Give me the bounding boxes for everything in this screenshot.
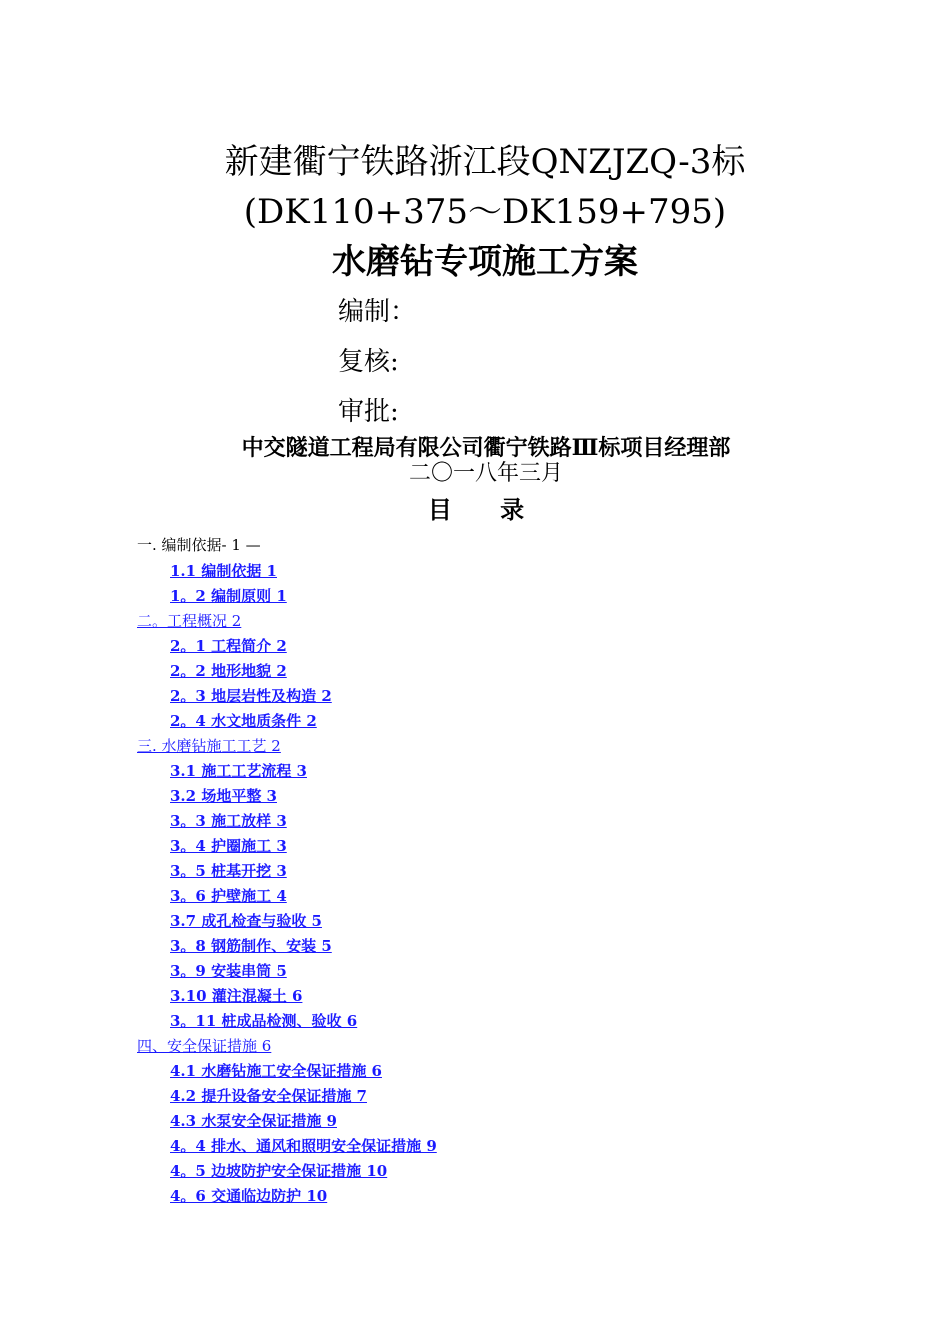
approved-by-label: 审批:	[338, 397, 399, 427]
project-title: 新建衢宁铁路浙江段QNZJZQ-3标	[224, 142, 746, 182]
toc-item[interactable]: 4.3 水泵安全保证措施 9	[170, 1112, 337, 1130]
toc-item[interactable]: 3。8 钢筋制作、安装 5	[170, 937, 332, 955]
toc-item[interactable]: 三. 水磨钻施工工艺 2	[137, 737, 281, 755]
toc-item[interactable]: 2。3 地层岩性及构造 2	[170, 687, 332, 705]
toc-item[interactable]: 3。5 桩基开挖 3	[170, 862, 287, 880]
compiled-by-label: 编制：	[338, 297, 417, 327]
toc-item[interactable]: 二。工程概况 2	[137, 612, 242, 630]
toc-item[interactable]: 3.1 施工工艺流程 3	[170, 762, 307, 780]
toc-item[interactable]: 4.2 提升设备安全保证措施 7	[170, 1087, 367, 1105]
toc-item[interactable]: 3.7 成孔检查与验收 5	[170, 912, 322, 930]
toc-item[interactable]: 1.1 编制依据 1	[170, 562, 277, 580]
toc-item[interactable]: 3。4 护圈施工 3	[170, 837, 287, 855]
toc-item[interactable]: 2。4 水文地质条件 2	[170, 712, 317, 730]
toc-item[interactable]: 3。6 护壁施工 4	[170, 887, 287, 905]
toc-item[interactable]: 4。6 交通临边防护 10	[170, 1187, 328, 1205]
mileage-range: (DK110+375～DK159+795)	[243, 192, 727, 232]
toc-item[interactable]: 3.2 场地平整 3	[170, 787, 277, 805]
plan-title: 水磨钻专项施工方案	[332, 242, 638, 282]
toc-item[interactable]: 1。2 编制原则 1	[170, 587, 287, 605]
reviewed-by-label: 复核:	[338, 347, 399, 377]
toc-item[interactable]: 4。5 边坡防护安全保证措施 10	[170, 1162, 388, 1180]
toc-item[interactable]: 4。4 排水、通风和照明安全保证措施 9	[170, 1137, 437, 1155]
toc-item[interactable]: 2。2 地形地貌 2	[170, 662, 287, 680]
toc-item[interactable]: 3。9 安装串筒 5	[170, 962, 287, 980]
toc-item[interactable]: 4.1 水磨钻施工安全保证措施 6	[170, 1062, 382, 1080]
toc-heading: 目 录	[427, 495, 545, 524]
organization-name: 中交隧道工程局有限公司衢宁铁路Ⅲ标项目经理部	[241, 435, 731, 461]
document-date: 二〇一八年三月	[408, 461, 563, 486]
toc-item[interactable]: 一. 编制依据- 1 —	[137, 536, 261, 554]
toc-item[interactable]: 3。11 桩成品检测、验收 6	[170, 1012, 358, 1030]
toc-item[interactable]: 2。1 工程简介 2	[170, 637, 287, 655]
toc-item[interactable]: 四、安全保证措施 6	[137, 1037, 272, 1055]
toc-item[interactable]: 3。3 施工放样 3	[170, 812, 287, 830]
toc-item[interactable]: 3.10 灌注混凝土 6	[170, 987, 303, 1005]
